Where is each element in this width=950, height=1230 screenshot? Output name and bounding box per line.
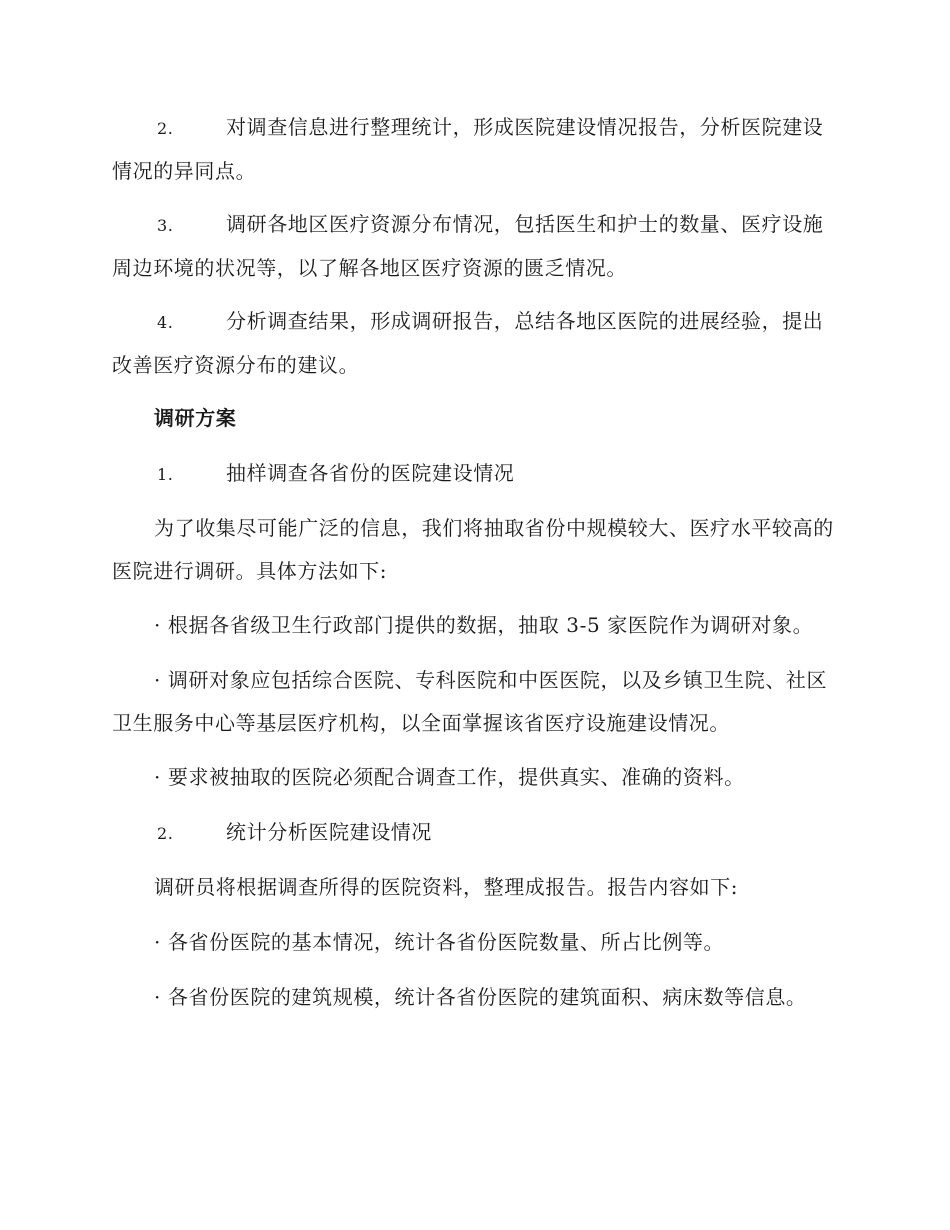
paragraph-method: 为了收集尽可能广泛的信息，我们将抽取省份中规模较大、医疗水平较高的医院进行调研。具体方法如下: xyxy=(112,516,834,583)
bullet-item: · 要求被抽取的医院必须配合调查工作，提供真实、准确的资料。 xyxy=(154,765,745,789)
bullet-item: · 各省份医院的基本情况，统计各省份医院数量、所占比例等。 xyxy=(154,930,725,954)
plan-item-2 xyxy=(112,811,834,855)
list-item-text: 统计分析医院建设情况 xyxy=(226,820,432,844)
list-number: 2. xyxy=(157,824,174,843)
list-item-3 xyxy=(112,203,834,290)
list-item-text: 抽样调查各省份的医院建设情况 xyxy=(226,461,515,485)
section-heading: 调研方案 xyxy=(154,406,237,430)
plan-item-1 xyxy=(112,452,834,496)
list-item-4 xyxy=(112,300,834,387)
list-item-2 xyxy=(112,106,834,193)
list-item-text: 调研各地区医疗资源分布情况，包括医生和护士的数量、医疗设施周边环境的状况等，以了解各地区医疗资源的匮乏情况。 xyxy=(112,212,824,280)
list-number: 4. xyxy=(157,313,174,332)
list-number: 3. xyxy=(157,216,174,235)
list-item-text: 对调查信息进行整理统计，形成医院建设情况报告，分析医院建设情况的异同点。 xyxy=(112,115,824,183)
bullet-item: · 各省份医院的建筑规模，统计各省份医院的建筑面积、病床数等信息。 xyxy=(154,985,807,1009)
list-number: 1. xyxy=(157,465,174,484)
list-number: 2. xyxy=(157,119,174,138)
paragraph-report: 调研员将根据调查所得的医院资料，整理成报告。报告内容如下: xyxy=(154,875,739,899)
bullet-item: · 根据各省级卫生行政部门提供的数据，抽取 3-5 家医院作为调研对象。 xyxy=(154,613,814,637)
bullet-item: · 调研对象应包括综合医院、专科医院和中医医院，以及乡镇卫生院、社区卫生服务中心等基层医疗机构，以全面掌握该省医疗设施建设情况。 xyxy=(112,668,828,735)
list-item-text: 分析调查结果，形成调研报告，总结各地区医院的进展经验，提出改善医疗资源分布的建议。 xyxy=(112,309,824,377)
